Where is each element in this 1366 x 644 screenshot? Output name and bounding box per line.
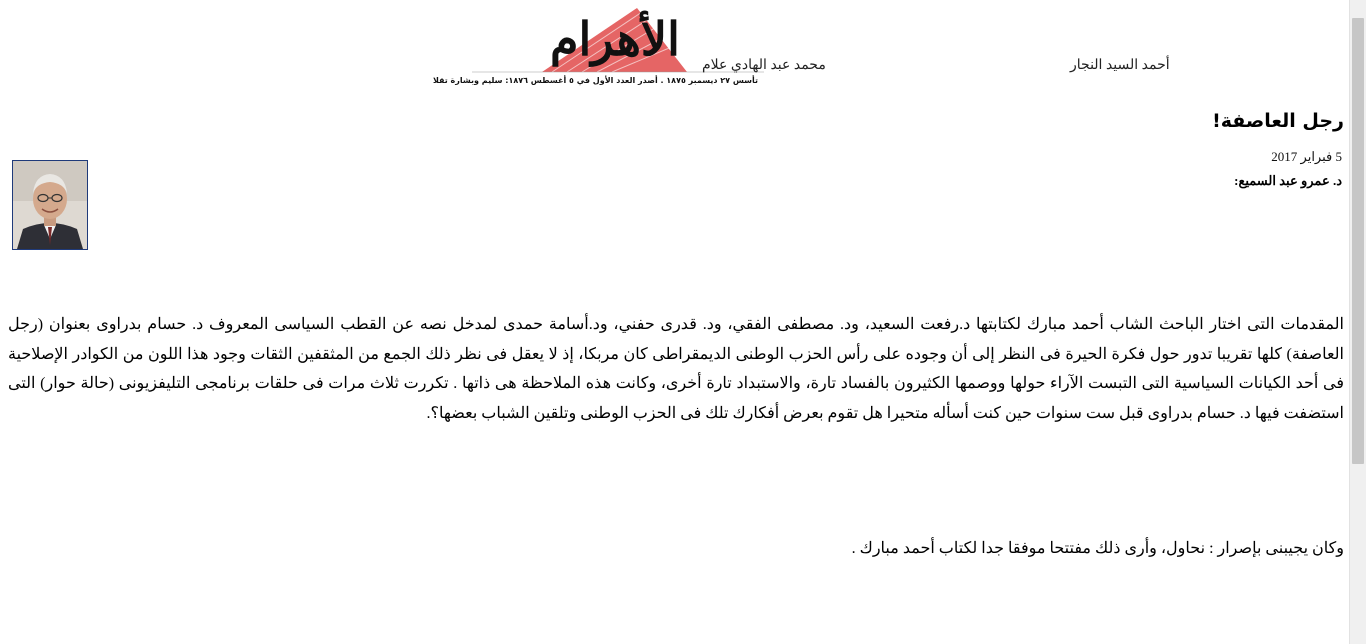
article-paragraph-1: المقدمات التى اختار الباحث الشاب أحمد مبارك لكتابتها د.رفعت السعيد، ود. مصطفى الفقي، ود. قدرى حفني، ود.أسامة حمدى لمدخل نصه عن القطب السياسى المعروف د. حسام بدراوى بعنوان (رجل العاصفة) كلها تقريبا تدور حول فكرة الحيرة فى النظر إلى أن وجوده على رأس الحزب الوطنى الديمقراطى كان مربكا، إذ لا يعقل فى نظر ذلك الجمع من المثقفين الثقات وجود هذا اللون من الكوادر الإصلاحية فى أحد الكيانات السياسية التى التبست الآراء حولها ووصمها الكثيرون بالفساد تارة، والاستبداد تارة أخرى، وكانت هذه الملاحظة هى ذاتها . تكررت ثلاث مرات فى حلقات برنامجى التليفزيونى (حالة حوار) التى استضفت فيها د. حسام بدراوى قبل ست سنوات حين كنت أسأله متحيرا هل تقوم بعرض أفكارك تلك فى الحزب الوطنى وتلقين الشباب بعضها؟. xyxy=(8,316,1344,422)
masthead xyxy=(432,0,764,100)
logo-wordmark: الأهرام xyxy=(550,12,680,66)
author-avatar xyxy=(12,160,88,250)
scrollbar-thumb[interactable] xyxy=(1352,18,1364,464)
article-paragraph-2: وكان يجيبنى بإصرار : نحاول، وأرى ذلك مفتتحا موفقا جدا لكتاب أحمد مبارك . xyxy=(851,540,1344,557)
logo-tagline: تأسس ٢٧ ديسمبر ١٨٧٥ . أصدر العدد الأول في ٥ أغسطس ١٨٧٦: سليم وبشارة تقلا xyxy=(432,76,758,85)
article-author: د. عمرو عبد السميع: xyxy=(1234,173,1342,188)
ahram-logo[interactable] xyxy=(432,0,764,100)
vertical-scrollbar[interactable] xyxy=(1349,0,1366,644)
article-title: رجل العاصفة! xyxy=(1212,110,1344,132)
writer-link-1[interactable]: محمد عبد الهادي علام xyxy=(702,58,826,73)
article-date: 5 فبراير 2017 xyxy=(1271,149,1342,164)
writer-link-2[interactable]: أحمد السيد النجار xyxy=(1070,58,1170,73)
